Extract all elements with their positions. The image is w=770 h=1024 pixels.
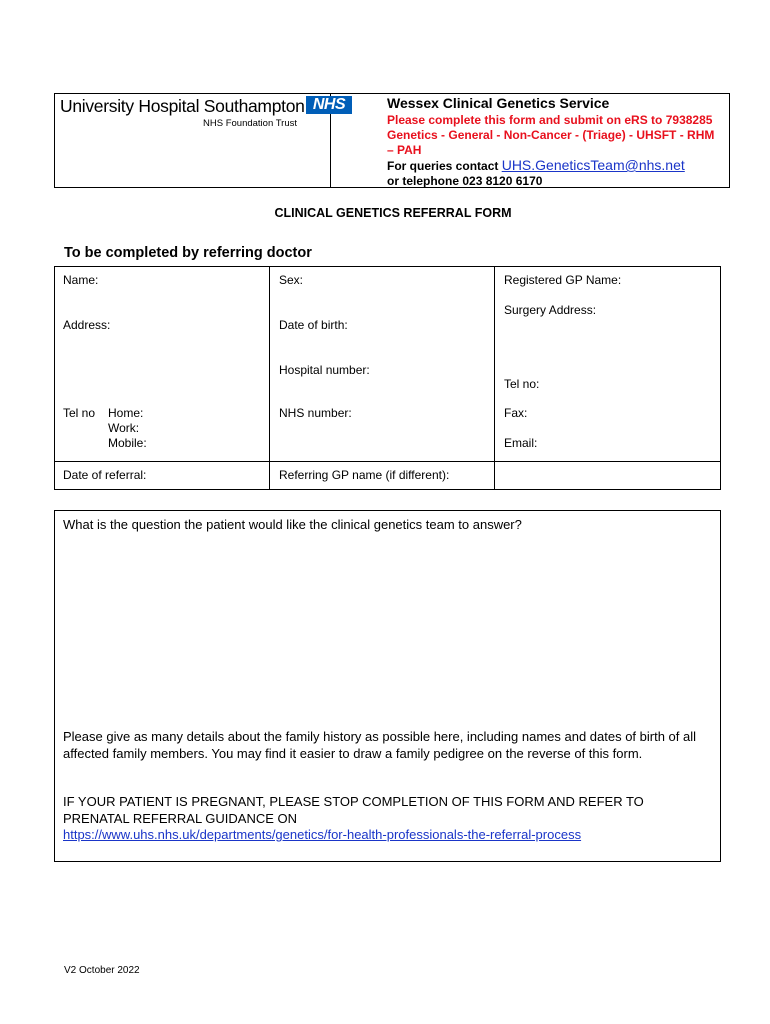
family-history-instruction: Please give as many details about the family history as possible here, including names and dates of birth of all affected family members. You may find it easier to draw a family pedigree on the reverse of this form. — [63, 729, 697, 761]
tel-mobile-field[interactable]: Mobile: — [108, 436, 147, 450]
nhs-logo-badge: NHS — [306, 96, 352, 114]
patient-address-field[interactable]: Address: — [63, 318, 111, 332]
service-title: Wessex Clinical Genetics Service — [387, 95, 610, 111]
genetics-email-link[interactable]: UHS.GeneticsTeam@nhs.net — [501, 157, 685, 173]
hospital-logo-text: University Hospital Southampton — [60, 96, 305, 116]
patient-name-field[interactable]: Name: — [63, 273, 99, 287]
form-title: CLINICAL GENETICS REFERRAL FORM — [274, 206, 512, 220]
table-divider — [494, 266, 495, 490]
tel-home-field[interactable]: Home: — [108, 406, 144, 420]
referral-guidance-link[interactable]: https://www.uhs.nhs.uk/departments/genetics/for-health-professionals-the-referral-process — [63, 827, 582, 842]
version-footer: V2 October 2022 — [64, 965, 140, 976]
gp-fax-field[interactable]: Fax: — [504, 406, 528, 420]
date-of-referral-field[interactable]: Date of referral: — [63, 468, 147, 482]
queries-line — [387, 157, 685, 173]
table-divider — [54, 461, 721, 462]
gp-name-field[interactable]: Registered GP Name: — [504, 273, 622, 287]
referral-details-table — [54, 266, 721, 490]
question-prompt: What is the question the patient would like the clinical genetics team to answer? — [63, 517, 522, 532]
hospital-trust-text: NHS Foundation Trust — [203, 118, 297, 129]
hospital-number-field[interactable]: Hospital number: — [279, 363, 370, 377]
tel-work-field[interactable]: Work: — [108, 421, 140, 435]
surgery-address-field[interactable]: Surgery Address: — [504, 303, 597, 317]
date-of-birth-field[interactable]: Date of birth: — [279, 318, 348, 332]
tel-no-label: Tel no — [63, 406, 96, 420]
service-instruction: Please complete this form and submit on eRS to 7938285 Genetics - General - Non-Cancer - (Triage) - UHSFT - RHM – PAH — [387, 113, 715, 157]
gp-tel-field[interactable]: Tel no: — [504, 377, 540, 391]
queries-prefix: For queries contact — [387, 159, 502, 173]
section-title: To be completed by referring doctor — [64, 245, 312, 261]
referring-gp-field[interactable]: Referring GP name (if different): — [279, 468, 450, 482]
gp-email-field[interactable]: Email: — [504, 436, 538, 450]
telephone-line: or telephone 023 8120 6170 — [387, 174, 543, 188]
pregnancy-warning: IF YOUR PATIENT IS PREGNANT, PLEASE STOP COMPLETION OF THIS FORM AND REFER TO PRENATAL REFERRAL GUIDANCE ON — [63, 794, 644, 826]
nhs-number-field[interactable]: NHS number: — [279, 406, 352, 420]
patient-sex-field[interactable]: Sex: — [279, 273, 304, 287]
table-divider — [269, 266, 270, 490]
